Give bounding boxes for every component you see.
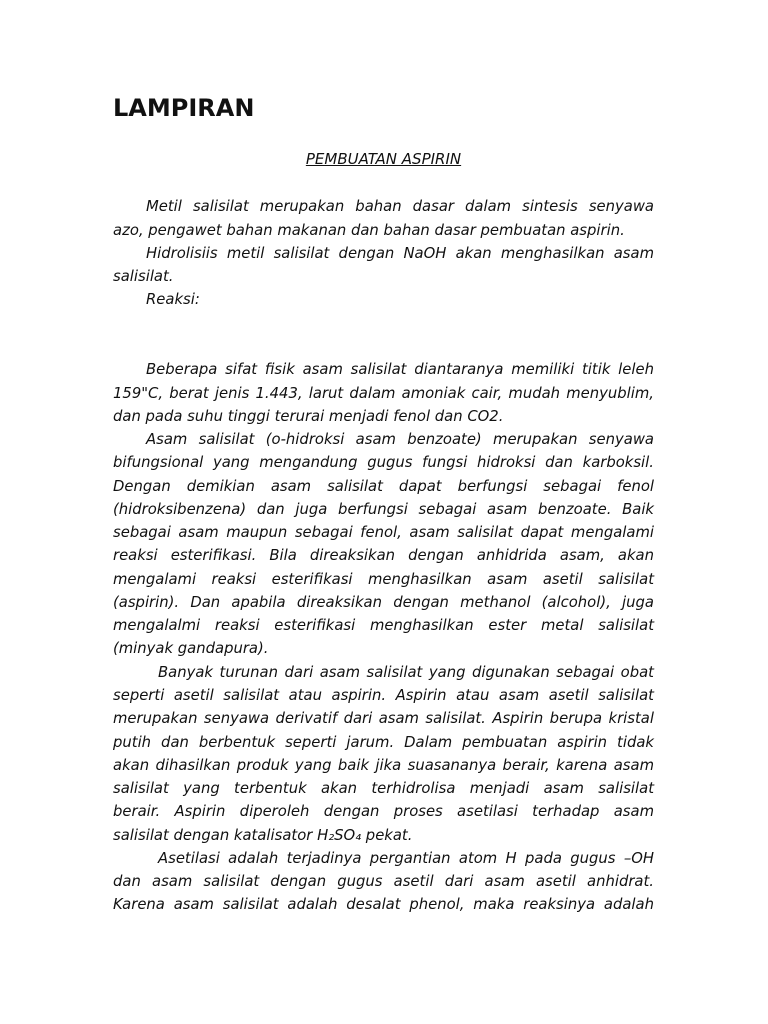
paragraph-metil-salisilat: [113, 195, 654, 242]
paragraph-asetilasi: [113, 847, 654, 917]
text-line: sebagai asam maupun sebagai fenol, asam salisilat dapat mengalami: [113, 524, 654, 542]
text-line: Banyak turunan dari asam salisilat yang digunakan sebagai obat: [158, 663, 654, 681]
text-line: (minyak gandapura).: [113, 640, 269, 658]
text-line: Metil salisilat merupakan bahan dasar dalam sintesis senyawa: [146, 198, 654, 216]
text-line: salisilat.: [113, 268, 174, 286]
paragraph-reaksi: [113, 288, 654, 311]
paragraph-sifat-fisik: [113, 358, 654, 428]
text-line: dan pada suhu tinggi terurai menjadi fenol dan CO2.: [113, 407, 504, 425]
text-line: reaksi esterifikasi. Bila direaksikan dengan anhidrida asam, akan: [113, 547, 654, 565]
paragraph-asam-salisilat: [113, 428, 654, 661]
text-line: Asetilasi adalah terjadinya pergantian atom H pada gugus –OH: [158, 849, 654, 867]
text-line: mengalami reaksi esterifikasi menghasilkan asam asetil salisilat: [113, 570, 654, 588]
paragraph-hidrolisis: [113, 242, 654, 289]
text-line: Reaksi:: [146, 291, 200, 309]
text-line: (aspirin). Dan apabila direaksikan dengan methanol (alcohol), juga: [113, 593, 654, 611]
page-heading: LAMPIRAN: [113, 94, 255, 122]
text-line: Dengan demikian asam salisilat dapat berfungsi sebagai fenol: [113, 477, 654, 495]
text-line: seperti asetil salisilat atau aspirin. Aspirin atau asam asetil salisilat: [113, 686, 654, 704]
text-line: berair. Aspirin diperoleh dengan proses asetilasi terhadap asam: [113, 803, 654, 821]
document-body: [113, 195, 654, 916]
text-line: akan dihasilkan produk yang baik jika suasananya berair, karena asam: [113, 756, 654, 774]
text-line: salisilat yang terbentuk akan terhidrolisa menjadi asam salisilat: [113, 780, 654, 798]
text-line: Asam salisilat (o-hidroksi asam benzoate) merupakan senyawa: [146, 431, 654, 449]
text-line: (hidroksibenzena) dan juga berfungsi sebagai asam benzoate. Baik: [113, 500, 654, 518]
text-line: mengalalmi reaksi esterifikasi menghasilkan ester metal salisilat: [113, 617, 654, 635]
reaction-figure-area: [113, 312, 654, 359]
text-line: azo, pengawet bahan makanan dan bahan dasar pembuatan aspirin.: [113, 221, 625, 239]
text-line: Hidrolisiis metil salisilat dengan NaOH akan menghasilkan asam: [146, 244, 654, 262]
section-title: [113, 148, 654, 171]
text-line: Beberapa sifat fisik asam salisilat diantaranya memiliki titik leleh: [146, 361, 654, 379]
text-line: 159"C, berat jenis 1.443, larut dalam amoniak cair, mudah menyublim,: [113, 384, 654, 402]
text-line: dan asam salisilat dengan gugus asetil dari asam asetil anhidrat.: [113, 873, 654, 891]
paragraph-turunan-aspirin: [113, 661, 654, 847]
text-line: Karena asam salisilat adalah desalat phenol, maka reaksinya adalah: [113, 896, 654, 914]
text-line: salisilat dengan katalisator H₂SO₄ pekat.: [113, 826, 413, 844]
section-title-text: PEMBUATAN ASPIRIN: [305, 150, 462, 168]
text-line: putih dan berbentuk seperti jarum. Dalam pembuatan aspirin tidak: [113, 733, 654, 751]
text-line: merupakan senyawa derivatif dari asam salisilat. Aspirin berupa kristal: [113, 710, 654, 728]
text-line: bifungsional yang mengandung gugus fungsi hidroksi dan karboksil.: [113, 454, 654, 472]
